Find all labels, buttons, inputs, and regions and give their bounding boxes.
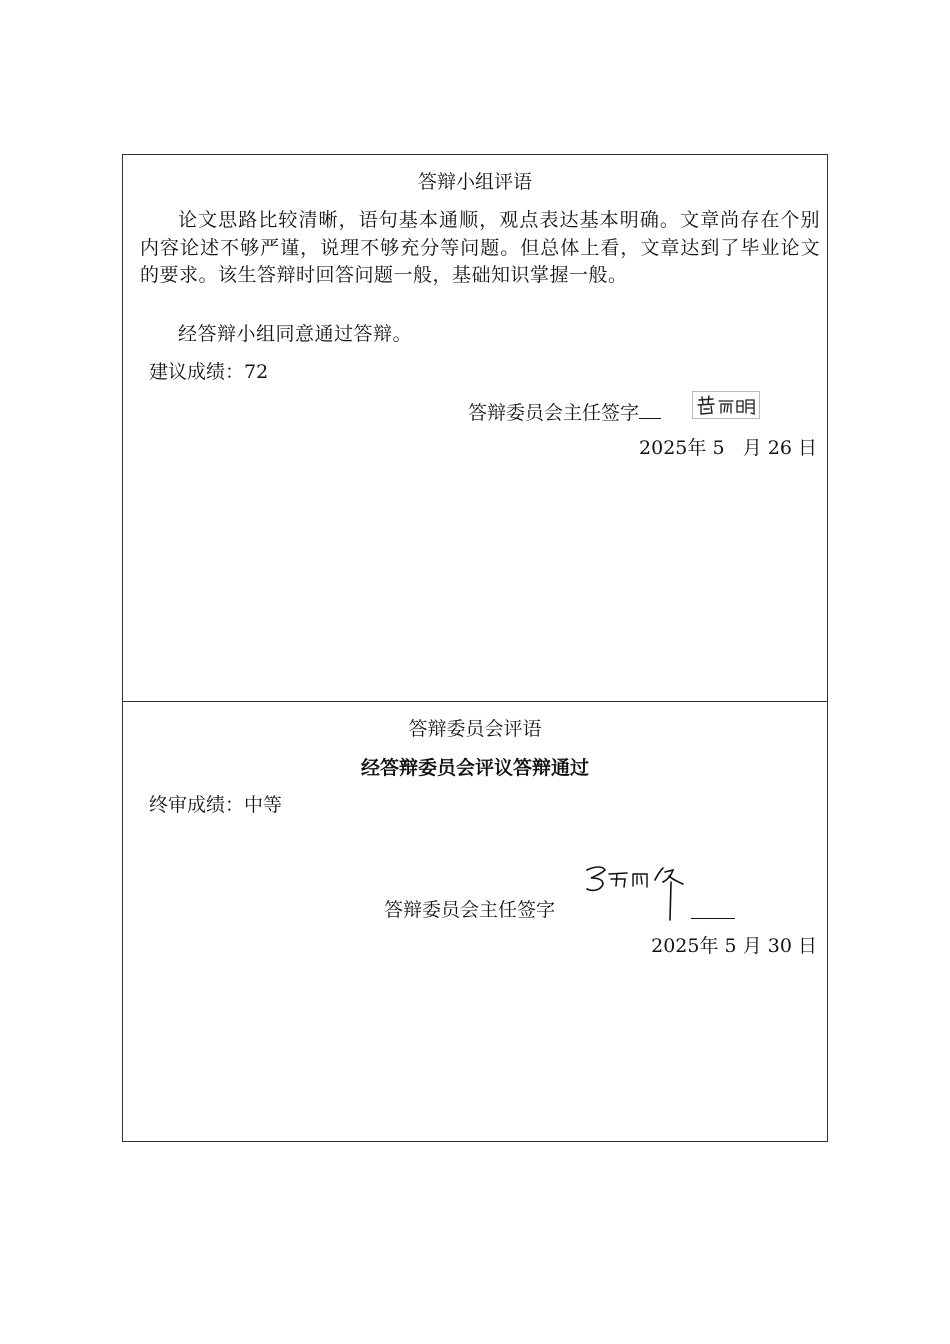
committee-date-day: 30 bbox=[767, 935, 792, 957]
group-date-day: 26 bbox=[767, 437, 792, 459]
group-signature-line bbox=[468, 398, 661, 425]
final-grade-value: 中等 bbox=[244, 794, 283, 816]
committee-conclusion: 经答辩委员会评议答辩通过 bbox=[360, 757, 589, 779]
committee-date-month-unit: 月 bbox=[742, 935, 762, 957]
group-date-month-unit: 月 bbox=[742, 437, 762, 459]
signature-underline bbox=[691, 898, 735, 919]
final-grade bbox=[149, 793, 282, 817]
group-date-month: 5 bbox=[712, 437, 725, 459]
committee-date-month: 5 bbox=[724, 935, 737, 957]
group-chair-signature-image bbox=[692, 391, 760, 419]
group-comment-section bbox=[123, 155, 827, 702]
group-signature-label: 答辩委员会主任签字 bbox=[468, 402, 640, 424]
defense-form-table bbox=[122, 154, 828, 1142]
committee-date bbox=[651, 934, 817, 958]
committee-date-year: 2025 bbox=[651, 935, 700, 957]
final-grade-label: 终审成绩： bbox=[149, 794, 245, 816]
suggested-grade bbox=[149, 360, 268, 384]
group-section-title: 答辩小组评语 bbox=[417, 171, 532, 193]
suggested-grade-label: 建议成绩： bbox=[149, 361, 245, 383]
suggested-grade-value: 72 bbox=[244, 361, 269, 383]
committee-chair-signature-icon bbox=[583, 862, 703, 924]
signature-underline bbox=[639, 398, 661, 419]
committee-date-day-unit: 日 bbox=[797, 935, 817, 957]
committee-date-year-unit: 年 bbox=[699, 935, 719, 957]
committee-section-title: 答辩委员会评语 bbox=[408, 718, 542, 740]
group-date bbox=[639, 436, 817, 460]
group-agreement-text: 经答辩小组同意通过答辩。 bbox=[178, 323, 413, 345]
signature-icon bbox=[693, 392, 759, 418]
committee-comment-section bbox=[123, 702, 827, 1141]
group-comment-text: 论文思路比较清晰，语句基本通顺，观点表达基本明确。文章尚存在个别内容论述不够严谨，说理不够充分等问题。但总体上看，文章达到了毕业论文的要求。该生答辩时回答问题一般，基础知识掌握一般。 bbox=[140, 209, 820, 286]
committee-signature-label: 答辩委员会主任签字 bbox=[384, 899, 556, 921]
group-date-day-unit: 日 bbox=[797, 437, 817, 459]
committee-signature-line bbox=[384, 898, 555, 922]
group-date-year-unit: 年 bbox=[687, 437, 707, 459]
group-date-year: 2025 bbox=[639, 437, 688, 459]
committee-signature-underline bbox=[691, 898, 735, 925]
